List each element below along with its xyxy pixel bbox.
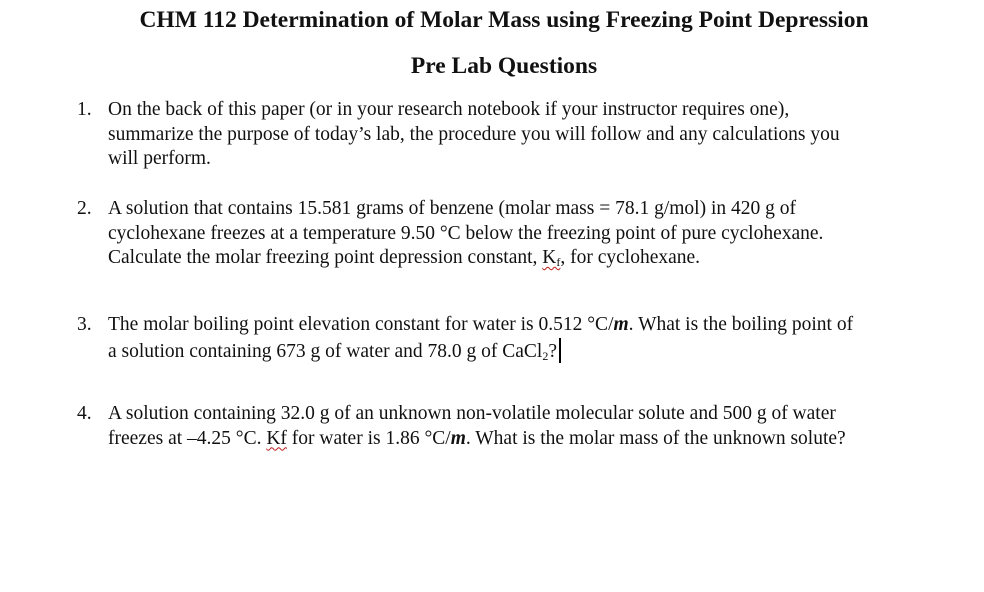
question-number: 1. — [77, 99, 92, 120]
text-segment: freezes at –4.25 °C. — [108, 427, 267, 449]
text-segment: a solution containing 673 g of water and 78.0 g of CaCl — [108, 340, 543, 362]
question-number: 3. — [77, 314, 92, 335]
text-segment: for water is 1.86 °C/ — [286, 427, 451, 449]
question-line — [108, 338, 968, 369]
question-line: A solution that contains 15.581 grams of benzene (molar mass = 78.1 g/mol) in 420 g of — [108, 198, 796, 219]
question-line: will perform. — [108, 148, 211, 169]
question-text — [108, 98, 968, 172]
question-line — [108, 313, 968, 338]
question-line: summarize the purpose of today’s lab, the procedure you will follow and any calculations you — [108, 123, 840, 145]
text-segment: , for cyclohexane. — [560, 247, 701, 268]
text-cursor — [559, 338, 561, 363]
question-line — [108, 246, 968, 275]
question-line: A solution containing 32.0 g of an unknown non-volatile molecular solute and 500 g of water — [108, 403, 836, 424]
question-line: cyclohexane freezes at a temperature 9.50 °C below the freezing point of pure cyclohexane. — [108, 222, 824, 244]
question-text — [108, 402, 968, 451]
question-number: 4. — [77, 403, 92, 424]
question-text[interactable] — [108, 313, 968, 368]
spellcheck-underlined-term: Kf — [266, 427, 287, 449]
text-segment: ? — [548, 340, 557, 362]
question-line: On the back of this paper (or in your research notebook if your instructor requires one), — [108, 99, 790, 120]
kf-subscript: f — [556, 255, 561, 269]
page-subtitle: Pre Lab Questions — [410, 53, 598, 79]
text-segment: . What is the boiling point of — [628, 314, 854, 335]
molality-symbol: m — [450, 427, 466, 449]
question-text — [108, 197, 968, 275]
text-segment: Calculate the molar freezing point depression constant, — [108, 247, 543, 268]
page-title: CHM 112 Determination of Molar Mass using Freezing Point Depression — [139, 7, 869, 33]
question-line — [108, 427, 968, 452]
formula-subscript: 2 — [542, 348, 549, 363]
molality-symbol: m — [613, 314, 629, 335]
question-number: 2. — [77, 198, 92, 219]
kf-symbol: K — [542, 247, 557, 268]
text-segment: . What is the molar mass of the unknown solute? — [465, 427, 846, 449]
text-segment: The molar boiling point elevation constant for water is 0.512 °C/ — [108, 314, 614, 335]
spellcheck-underlined-term — [542, 247, 560, 268]
